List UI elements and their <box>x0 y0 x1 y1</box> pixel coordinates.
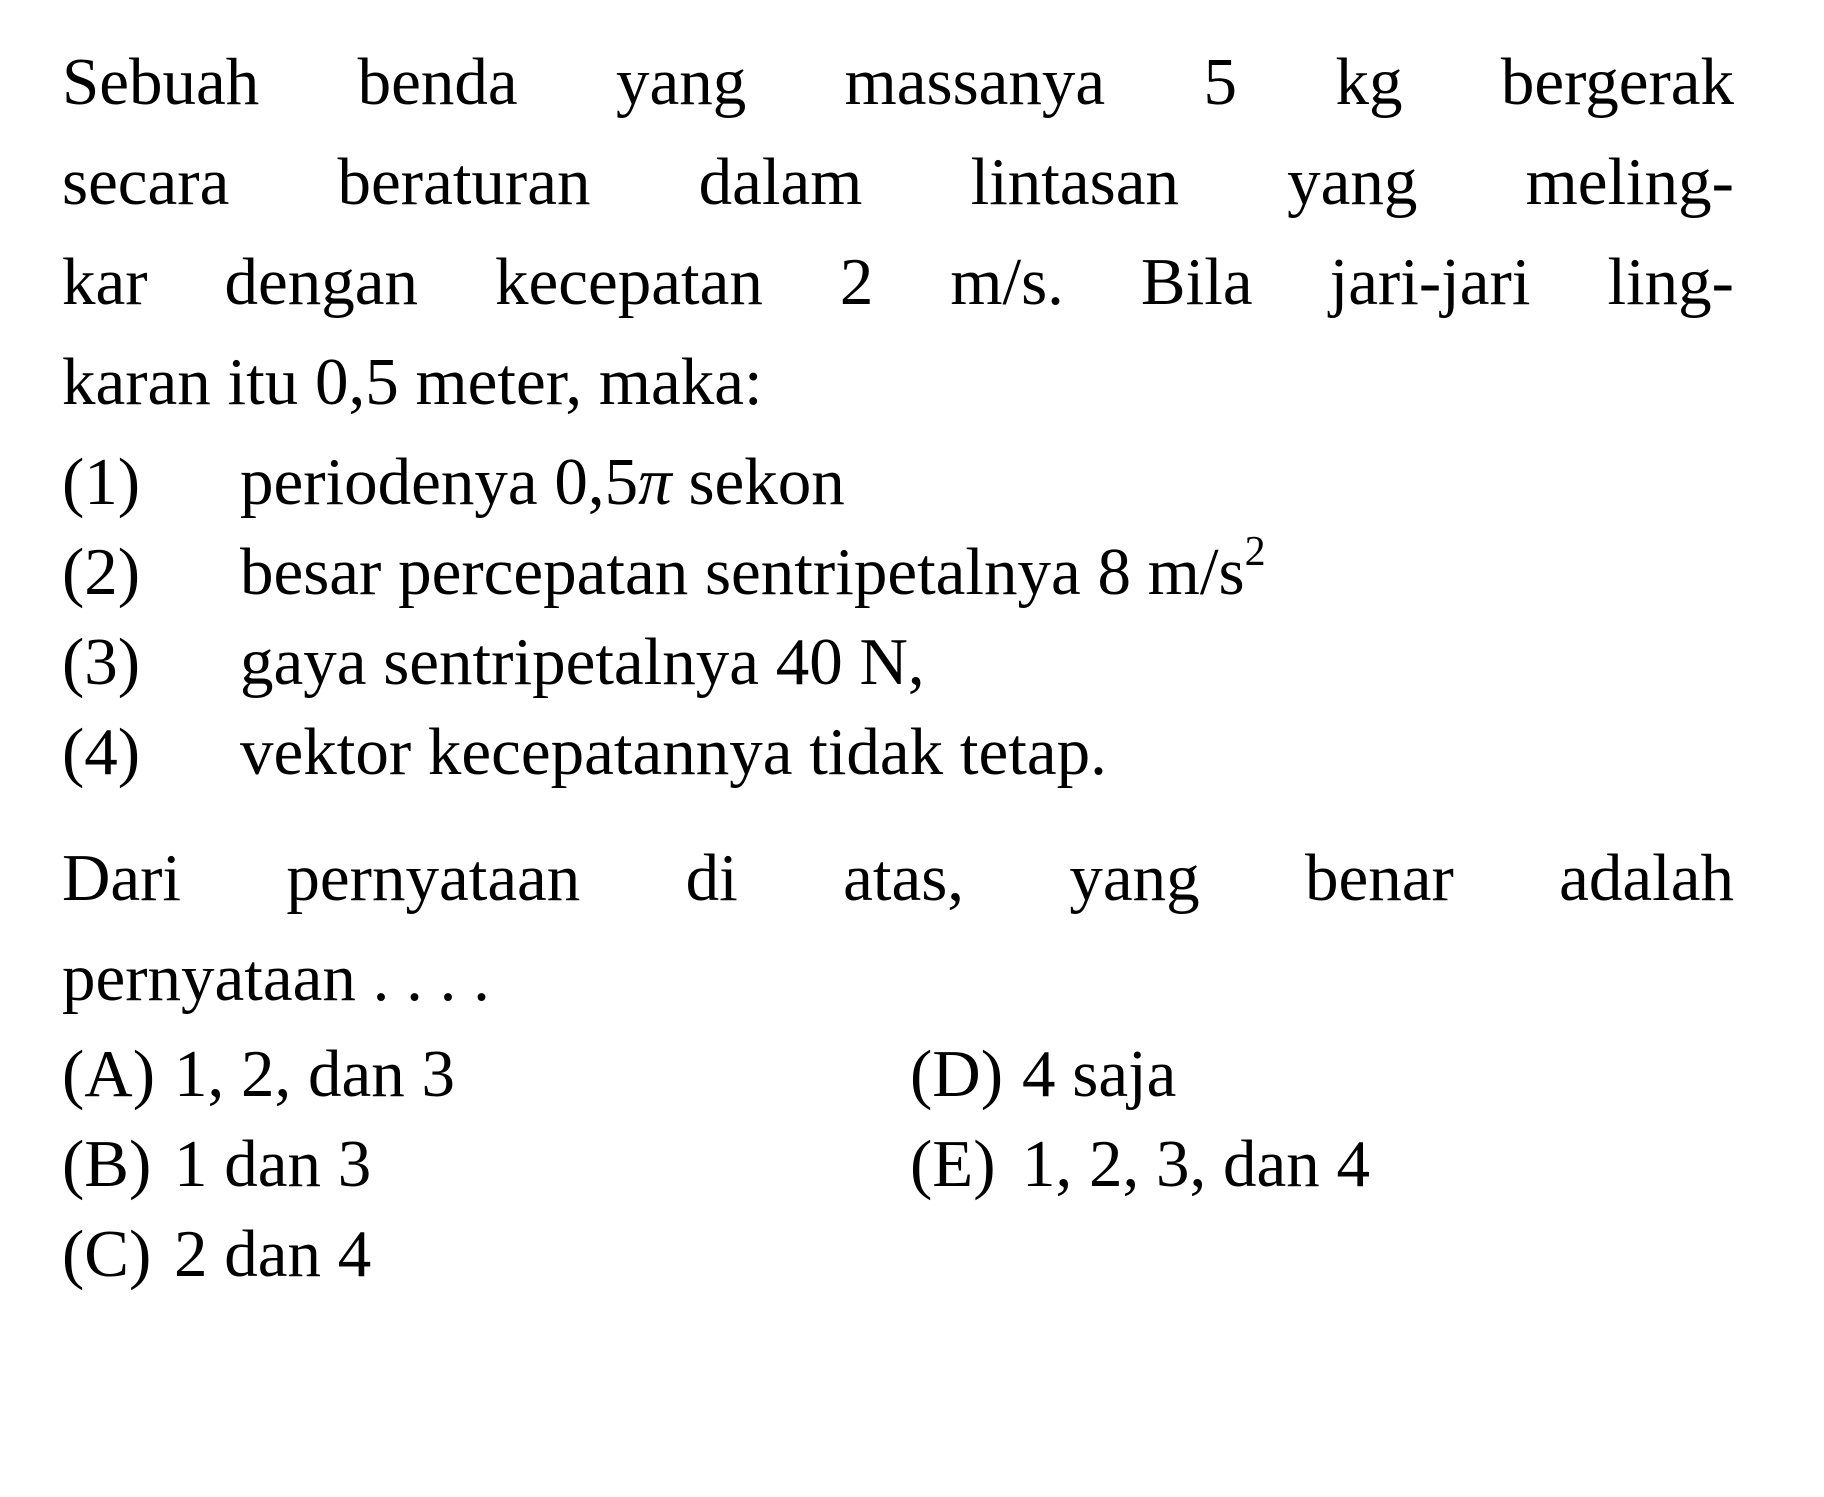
statement-4 <box>62 712 1107 792</box>
prompt-line-1: Dari pernyataan di atas, yang benar adalah <box>62 841 1734 915</box>
statement-number: (4) <box>62 715 141 789</box>
statement-text: gaya sentripetalnya 40 N, <box>240 625 925 699</box>
stem-line-4: karan itu 0,5 meter, maka: <box>62 345 763 419</box>
option-text: 1, 2, 3, dan 4 <box>1022 1127 1370 1201</box>
option-label: (B) <box>62 1127 152 1201</box>
statement-text-after: sekon <box>671 445 845 519</box>
statement-number: (3) <box>62 625 141 699</box>
option-text: 4 saja <box>1022 1037 1177 1111</box>
option-text: 1, 2, dan 3 <box>174 1037 455 1111</box>
option-d[interactable] <box>910 1034 1176 1114</box>
option-label: (D) <box>910 1037 1004 1111</box>
statement-1 <box>62 442 845 522</box>
option-b[interactable] <box>62 1124 371 1204</box>
option-text: 2 dan 4 <box>174 1217 372 1291</box>
option-label: (A) <box>62 1037 156 1111</box>
option-a[interactable] <box>62 1034 455 1114</box>
statement-text: vektor kecepatannya tidak tetap. <box>240 715 1107 789</box>
option-c[interactable] <box>62 1214 371 1294</box>
statement-3 <box>62 622 925 702</box>
statement-number: (1) <box>62 445 141 519</box>
statement-text: periodenya 0,5 <box>240 445 639 519</box>
stem-line-3: kar dengan kecepatan 2 m/s. Bila jari-jari ling- <box>62 245 1734 319</box>
statement-number: (2) <box>62 535 141 609</box>
statement-2 <box>62 528 1266 612</box>
option-text: 1 dan 3 <box>174 1127 372 1201</box>
prompt-line-2: pernyataan . . . . <box>62 941 490 1015</box>
superscript: 2 <box>1244 528 1266 575</box>
option-e[interactable] <box>910 1124 1370 1204</box>
statement-text: besar percepatan sentripetalnya 8 m/s <box>240 535 1245 609</box>
option-label: (C) <box>62 1217 152 1291</box>
stem-line-1: Sebuah benda yang massanya 5 kg bergerak <box>62 45 1734 119</box>
option-label: (E) <box>910 1127 996 1201</box>
stem-line-2: secara beraturan dalam lintasan yang meling- <box>62 145 1734 219</box>
pi-symbol: π <box>638 445 672 519</box>
